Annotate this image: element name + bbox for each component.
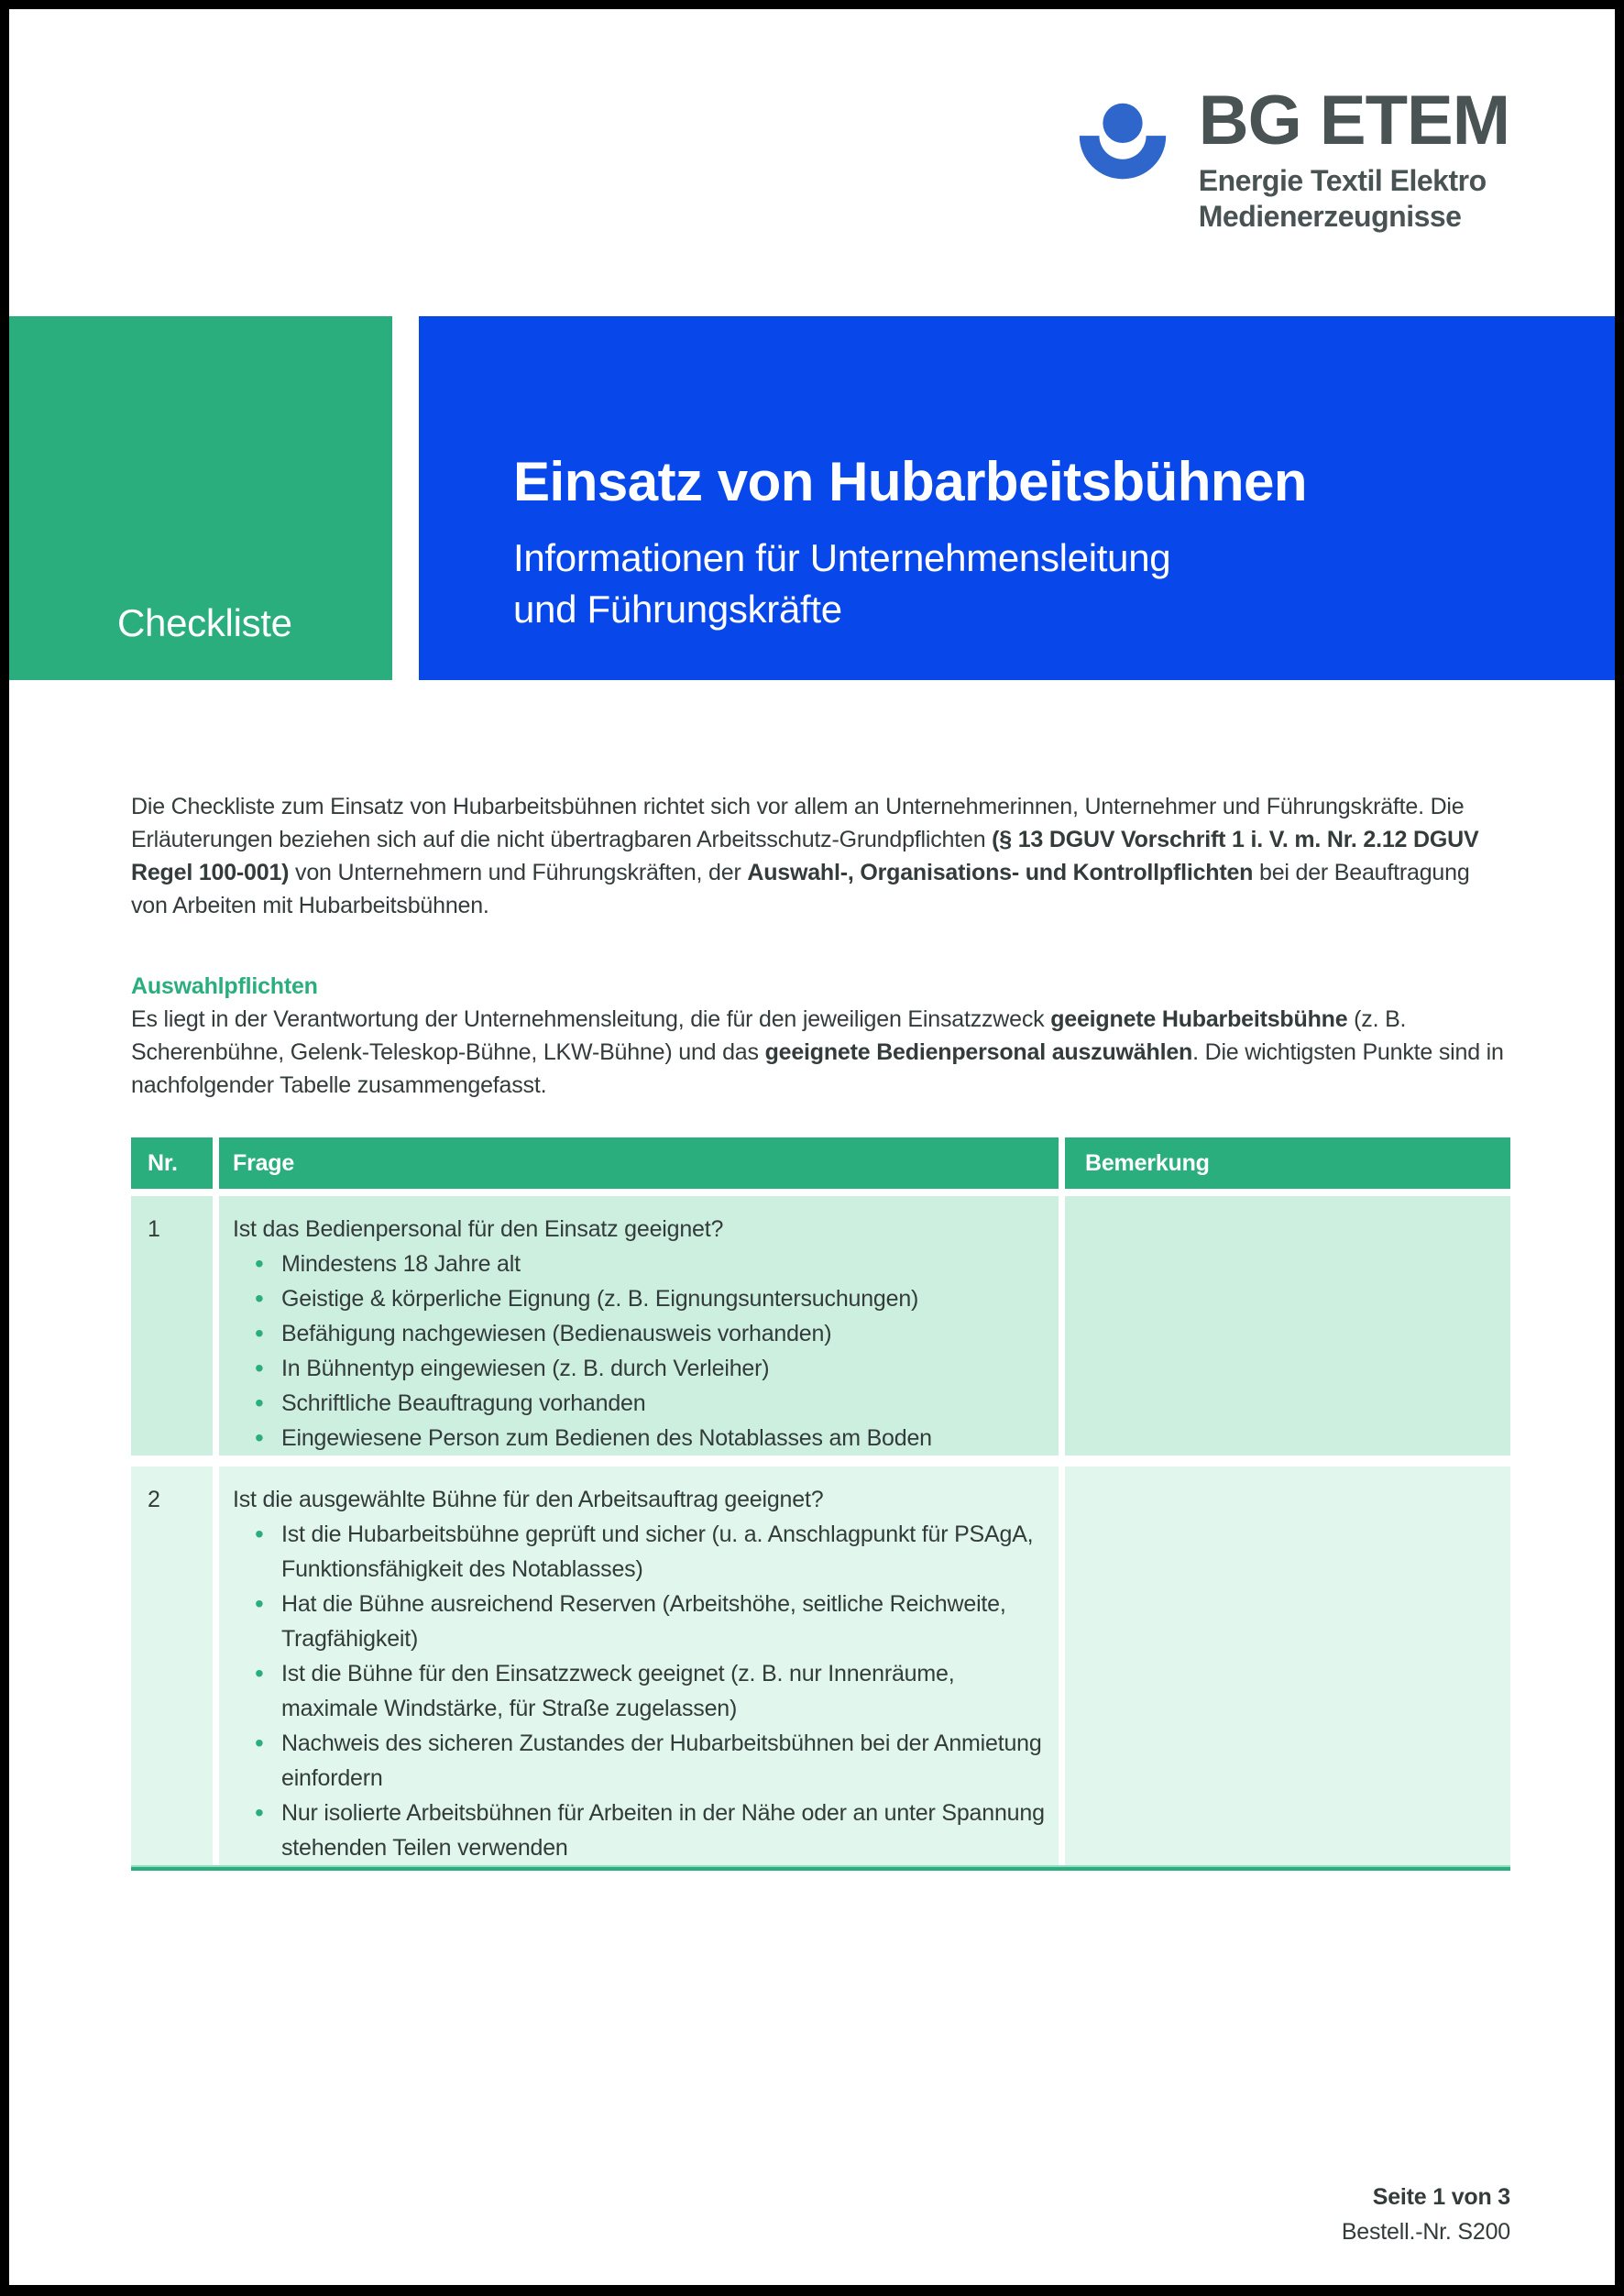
logo-subtitle-1: Energie Textil Elektro <box>1198 164 1487 198</box>
footer-order-number: Bestell.-Nr. S200 <box>1341 2219 1510 2245</box>
row-bullet-list <box>233 1247 1059 1456</box>
logo-brand: BG ETEM <box>1198 82 1509 159</box>
section-paragraph: Es liegt in der Verantwortung der Unternehmensleitung, die für den jeweiligen Einsatzzweck geeignete Hubarbeitsbühne (z. B. Scherenbühne, Gelenk-Teleskop-Bühne, LKW-Bühne) und das geeignete Bedienpersonal auszuwählen. Die wichtigsten Punkte sind in nachfolgender Tabelle zusammengefasst. <box>131 1006 1504 1098</box>
row-number: 2 <box>131 1467 213 1865</box>
header-cell-bemerkung: Bemerkung <box>1065 1137 1510 1189</box>
row-bemerkung-cell <box>1065 1196 1510 1456</box>
row-question: Ist das Bedienpersonal für den Einsatz geeignet? <box>233 1216 724 1242</box>
page-subtitle <box>513 533 1578 635</box>
row-question-cell <box>219 1196 1059 1456</box>
footer-page-info: Seite 1 von 3 <box>1372 2184 1510 2210</box>
table-row <box>131 1196 1510 1456</box>
bullet-item: • Nur isolierte Arbeitsbühnen für Arbeiten in der Nähe oder an unter Spannung stehenden Teilen verwenden <box>233 1796 1059 1865</box>
bullet-item: • Befähigung nachgewiesen (Bedienausweis vorhanden) <box>233 1316 1059 1351</box>
bullet-item: • Ist die Hubarbeitsbühne geprüft und sicher (u. a. Anschlagpunkt für PSAgA, Funktionsfähigkeit des Notablasses) <box>233 1517 1059 1587</box>
row-bullet-list <box>233 1517 1059 1865</box>
page-footer <box>131 2180 1510 2249</box>
intro-paragraph: Die Checkliste zum Einsatz von Hubarbeitsbühnen richtet sich vor allem an Unternehmerinnen, Unternehmer und Führungskräfte. Die Erläuterungen beziehen sich auf die nicht übertragbaren Arbeitsschutz-Grundpflichten (§ 13 DGUV Vorschrift 1 i. V. m. Nr. 2.12 DGUV Regel 100-001) von Unternehmern und Führungskräften, der Auswahl-, Organisations- und Kontrollpflichten bei der Beauftragung von Arbeiten mit Hubarbeitsbühnen. <box>131 794 1479 918</box>
table-row <box>131 1467 1510 1865</box>
header-cell-nr: Nr. <box>131 1137 213 1189</box>
page-subtitle-line-1: Informationen für Unternehmensleitung <box>513 536 1171 579</box>
bullet-item: • Hat die Bühne ausreichend Reserven (Arbeitshöhe, seitliche Reichweite, Tragfähigkeit) <box>233 1587 1059 1656</box>
bg-etem-logo-icon <box>1069 97 1177 189</box>
title-banner <box>419 316 1615 680</box>
document-page <box>9 9 1615 2285</box>
bullet-item: • Nachweis des sicheren Zustandes der Hubarbeitsbühnen bei der Anmietung einfordern <box>233 1726 1059 1796</box>
checklist-table <box>131 1137 1510 1871</box>
bullet-item: • Geistige & körperliche Eignung (z. B. Eignungsuntersuchungen) <box>233 1281 1059 1316</box>
logo-text <box>1198 82 1509 235</box>
row-bemerkung-cell <box>1065 1467 1510 1865</box>
bullet-item: • Mindestens 18 Jahre alt <box>233 1247 1059 1281</box>
table-header-row <box>131 1137 1510 1189</box>
row-number: 1 <box>131 1196 213 1456</box>
header-cell-frage: Frage <box>219 1137 1059 1189</box>
row-question-cell <box>219 1467 1059 1865</box>
section-heading: Auswahlpflichten <box>131 973 318 999</box>
checkliste-banner <box>9 316 392 680</box>
bullet-item: • Eingewiesene Person zum Bedienen des Notablasses am Boden <box>233 1421 1059 1456</box>
bullet-item: • Schriftliche Beauftragung vorhanden <box>233 1386 1059 1421</box>
row-question: Ist die ausgewählte Bühne für den Arbeitsauftrag geeignet? <box>233 1487 824 1512</box>
checkliste-label: Checkliste <box>117 601 292 644</box>
table-bottom-border <box>131 1865 1510 1871</box>
bullet-item: • Ist die Bühne für den Einsatzzweck geeignet (z. B. nur Innenräume, maximale Windstärke, für Straße zugelassen) <box>233 1656 1059 1726</box>
page-subtitle-line-2: und Führungskräfte <box>513 588 842 631</box>
logo <box>1069 82 1509 235</box>
bullet-item: • In Bühnentyp eingewiesen (z. B. durch Verleiher) <box>233 1351 1059 1386</box>
logo-subtitle-2: Medienerzeugnisse <box>1198 200 1462 234</box>
page-title: Einsatz von Hubarbeitsbühnen <box>513 451 1308 512</box>
